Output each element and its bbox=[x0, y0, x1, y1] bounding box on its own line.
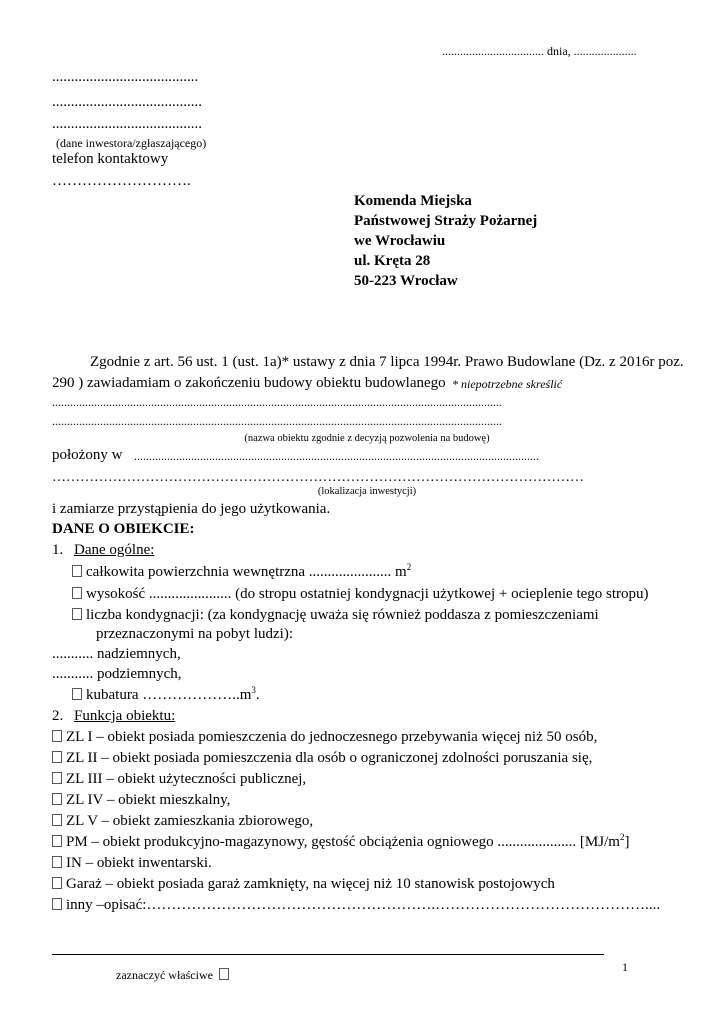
footer-note-text: zaznaczyć właściwe bbox=[116, 968, 213, 982]
function-item-zl3 bbox=[52, 770, 306, 788]
section-title: DANE O OBIEKCIE: bbox=[52, 521, 195, 537]
location-dots-2: …………………………………………………………………………………………………… bbox=[52, 470, 584, 485]
floors-text-2: przeznaczonymi na pobyt ludzi): bbox=[96, 626, 294, 642]
function-item-other bbox=[52, 896, 660, 914]
investor-line-2: ........................................ bbox=[52, 94, 202, 110]
function-item-label: Garaż – obiekt posiada garaż zamknięty, na więcej niż 10 stanowisk postojowych bbox=[66, 876, 555, 892]
floors-text-1: liczba kondygnacji: (za kondygnację uważa się również poddasza z pomieszczeniami bbox=[86, 607, 599, 623]
checkbox-icon[interactable] bbox=[52, 835, 62, 847]
object-name-dots-1: ...................................................................................................................................................... bbox=[52, 395, 502, 409]
footnote-star: * niepotrzebne skreślić bbox=[452, 377, 563, 391]
checkbox-icon[interactable] bbox=[52, 751, 62, 763]
function-item-zl4 bbox=[52, 791, 230, 809]
pm-end: ] bbox=[624, 834, 630, 850]
function-item-garage bbox=[52, 875, 555, 893]
page-number: 1 bbox=[622, 960, 628, 974]
checkbox-icon[interactable] bbox=[72, 565, 82, 577]
height-item bbox=[72, 585, 649, 603]
body-paragraph-line-2: 290 ) zawiadamiam o zakończeniu budowy obiektu budowlanego bbox=[52, 375, 446, 391]
body-paragraph-line-1: Zgodnie z art. 56 ust. 1 (ust. 1a)* ustawy z dnia 7 lipca 1994r. Prawo Budowlane (Dz. z 2016r poz. bbox=[90, 354, 684, 370]
area-item bbox=[72, 563, 411, 581]
investor-line-1: ....................................... bbox=[52, 69, 199, 85]
investor-caption: (dane inwestora/zgłaszającego) bbox=[56, 136, 207, 150]
intent-line: i zamiarze przystąpienia do jego użytkowania. bbox=[52, 501, 331, 517]
location-label: położony w bbox=[52, 447, 123, 463]
general-title: Dane ogólne: bbox=[74, 542, 155, 558]
recipient-line-4: ul. Kręta 28 bbox=[354, 253, 431, 269]
volume-end: . bbox=[255, 687, 260, 703]
area-text: całkowita powierzchnia wewnętrzna ...................... m bbox=[86, 564, 407, 580]
recipient-line-3: we Wrocławiu bbox=[354, 233, 446, 249]
checkbox-icon[interactable] bbox=[52, 814, 62, 826]
place-date-line: .................................. dnia, ..................... bbox=[442, 44, 637, 58]
general-number: 1. bbox=[52, 542, 64, 558]
checkbox-icon[interactable] bbox=[72, 608, 82, 620]
checkbox-icon bbox=[219, 968, 229, 980]
checkbox-icon[interactable] bbox=[52, 877, 62, 889]
object-name-dots-2: ...................................................................................................................................................... bbox=[52, 414, 502, 428]
function-item-label: ZL I – obiekt posiada pomieszczenia do jednoczesnego przebywania więcej niż 50 osób, bbox=[66, 729, 598, 745]
checkbox-icon[interactable] bbox=[72, 688, 82, 700]
recipient-line-5: 50-223 Wrocław bbox=[354, 273, 458, 289]
footer-note bbox=[116, 968, 233, 982]
phone-value: ………………………. bbox=[52, 173, 191, 189]
checkbox-icon[interactable] bbox=[52, 898, 62, 910]
height-text: wysokość ...................... (do stropu ostatniej kondygnacji użytkowej + ocieplenie tego stropu) bbox=[86, 586, 649, 602]
function-number: 2. bbox=[52, 708, 64, 724]
function-item-label: inny –opisać:………………………………………………….…………………………………….... bbox=[66, 897, 661, 913]
function-item-in bbox=[52, 854, 212, 872]
pm-sup: 2 bbox=[619, 832, 625, 842]
location-dots-1: ....................................................................................................................................... bbox=[134, 449, 539, 463]
area-sup: 2 bbox=[406, 562, 412, 572]
function-item-label: ZL II – obiekt posiada pomieszczenia dla osób o ograniczonej zdolności poruszania się, bbox=[66, 750, 593, 766]
checkbox-icon[interactable] bbox=[52, 772, 62, 784]
function-item-zl2 bbox=[52, 749, 592, 767]
checkbox-icon[interactable] bbox=[52, 856, 62, 868]
volume-sup: 3 bbox=[251, 685, 256, 695]
volume-item bbox=[72, 686, 260, 704]
recipient-line-1: Komenda Miejska bbox=[354, 193, 472, 209]
function-item-label: IN – obiekt inwentarski. bbox=[66, 855, 212, 871]
function-item-pm bbox=[52, 833, 629, 851]
recipient-line-2: Państwowej Straży Pożarnej bbox=[354, 213, 538, 229]
phone-label: telefon kontaktowy bbox=[52, 151, 169, 167]
function-item-label: ZL IV – obiekt mieszkalny, bbox=[66, 792, 231, 808]
function-item-label: ZL V – obiekt zamieszkania zbiorowego, bbox=[66, 813, 314, 829]
checkbox-icon[interactable] bbox=[52, 793, 62, 805]
function-item-zl5 bbox=[52, 812, 313, 830]
investor-line-3: ........................................ bbox=[52, 116, 202, 132]
footer-rule bbox=[52, 954, 604, 955]
below-ground-floors: ........... podziemnych, bbox=[52, 666, 182, 682]
above-ground-floors: ........... nadziemnych, bbox=[52, 646, 181, 662]
object-name-caption: (nazwa obiektu zgodnie z decyzją pozwolenia na budowę) bbox=[244, 433, 490, 444]
volume-text: kubatura ………………..m bbox=[86, 687, 252, 703]
checkbox-icon[interactable] bbox=[52, 730, 62, 742]
function-item-label: PM – obiekt produkcyjno-magazynowy, gęstość obciążenia ogniowego ..................... [MJ/m bbox=[66, 834, 620, 850]
checkbox-icon[interactable] bbox=[72, 587, 82, 599]
function-title: Funkcja obiektu: bbox=[74, 708, 176, 724]
function-item-label: ZL III – obiekt użyteczności publicznej, bbox=[66, 771, 307, 787]
function-item-zl1 bbox=[52, 728, 597, 746]
location-caption: (lokalizacja inwestycji) bbox=[317, 486, 417, 497]
floors-item bbox=[72, 606, 599, 624]
